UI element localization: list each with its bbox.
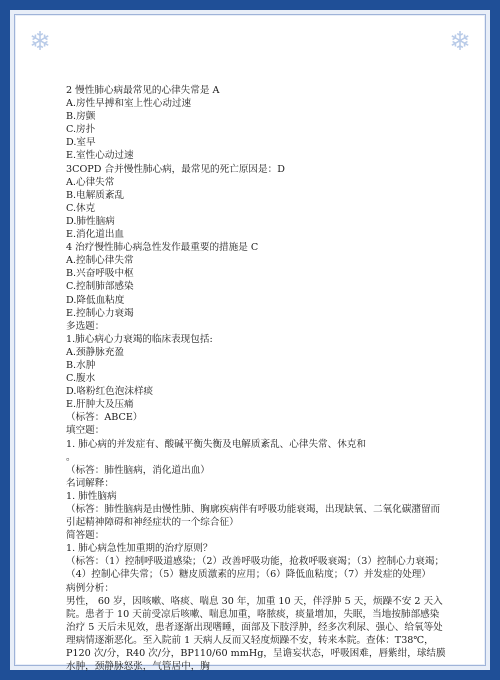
snowflake-icon: ❄ xyxy=(29,27,51,57)
option-line: C.房扑 xyxy=(66,124,96,136)
option-line: D.肺性脑病 xyxy=(66,215,115,227)
question-line: 1. 肺心病的并发症有、酸碱平衡失衡及电解质紊乱、心律失常、休克和 xyxy=(66,438,367,450)
section-heading: 多选题： xyxy=(66,320,105,332)
question-line: 。 xyxy=(66,451,76,463)
option-line: D.室早 xyxy=(66,137,96,149)
section-heading: 病例分析： xyxy=(66,582,114,594)
case-paragraph: 男性， 60 岁，因咳嗽、咯痰、喘息 30 年，加重 10 天，伴浮肿 5 天，烦躁不安 2 天入院。患者于 10 天前受凉后咳嗽、喘息加重，咯脓痰，痰量增加，失眠，当地按肺部感染治疗 5 天后未见效，患者逐渐出现嗜睡，面部及下肢浮肿，经多次利尿、强心、给氧等处理病情逐渐恶化。至入院前 1 天病人反而又轻度烦躁不安，转来本院。查体：T38℃，P120 次/分，R40 次/分，BP110/60 mmHg，呈谵妄状态，呼吸困难，唇紫绀，球结膜水肿，颈静脉怒张，气管居中，胸 xyxy=(66,595,446,673)
option-line: E.控制心力衰竭 xyxy=(66,307,134,319)
option-line: C.腹水 xyxy=(66,373,96,385)
answer-line: （标答：（1）控制呼吸道感染；（2）改善呼吸功能，抢救呼吸衰竭；（3）控制心力衰竭；（4）控制心律失常；（5）糖皮质激素的应用；（6）降低血粘度；（7）并发症的处理） xyxy=(66,556,445,581)
option-line: C.控制肺部感染 xyxy=(66,281,134,293)
option-line: A.颈静脉充盈 xyxy=(66,346,124,358)
section-heading: 填空题： xyxy=(66,425,105,437)
option-line: D.咯粉红色泡沫样痰 xyxy=(66,386,154,398)
option-line: E.消化道出血 xyxy=(66,229,125,241)
option-line: A.房性早搏和室上性心动过速 xyxy=(66,98,192,110)
document-body xyxy=(66,84,446,673)
question-line: 4 治疗慢性肺心病急性发作最重要的措施是 C xyxy=(66,242,259,254)
option-line: B.房颤 xyxy=(66,111,96,123)
section-heading: 名词解释： xyxy=(66,477,114,489)
option-line: C.休克 xyxy=(66,202,96,214)
question-line: 1. 肺性脑病 xyxy=(66,490,117,502)
question-line: 1.肺心病心力衰竭的临床表现包括: xyxy=(66,333,213,345)
option-line: E.室性心动过速 xyxy=(66,150,134,162)
question-line: 1. 肺心病急性加重期的治疗原则？ xyxy=(66,543,213,555)
option-line: B.电解质紊乱 xyxy=(66,189,125,201)
question-line: 2 慢性肺心病最常见的心律失常是 A xyxy=(66,85,220,96)
option-line: D.降低血粘度 xyxy=(66,294,125,306)
answer-line: （标答：肺性脑病，消化道出血） xyxy=(66,464,210,476)
option-line: A.心律失常 xyxy=(66,176,115,188)
option-line: B.水肿 xyxy=(66,359,96,371)
question-line: 3COPD 合并慢性肺心病，最常见的死亡原因是：D xyxy=(66,163,285,175)
option-line: E.肝肿大及压痛 xyxy=(66,399,134,411)
snowflake-icon: ❄ xyxy=(449,27,471,57)
answer-line: （标答：肺性脑病是由慢性肺、胸廓疾病伴有呼吸功能衰竭，出现缺氧、二氧化碳潴留而引起精神障碍和神经症状的一个综合征） xyxy=(66,504,441,529)
answer-line: （标答：ABCE） xyxy=(66,412,143,424)
option-line: A.控制心律失常 xyxy=(66,255,134,267)
section-heading: 简答题： xyxy=(66,530,105,542)
option-line: B.兴奋呼吸中枢 xyxy=(66,268,134,280)
